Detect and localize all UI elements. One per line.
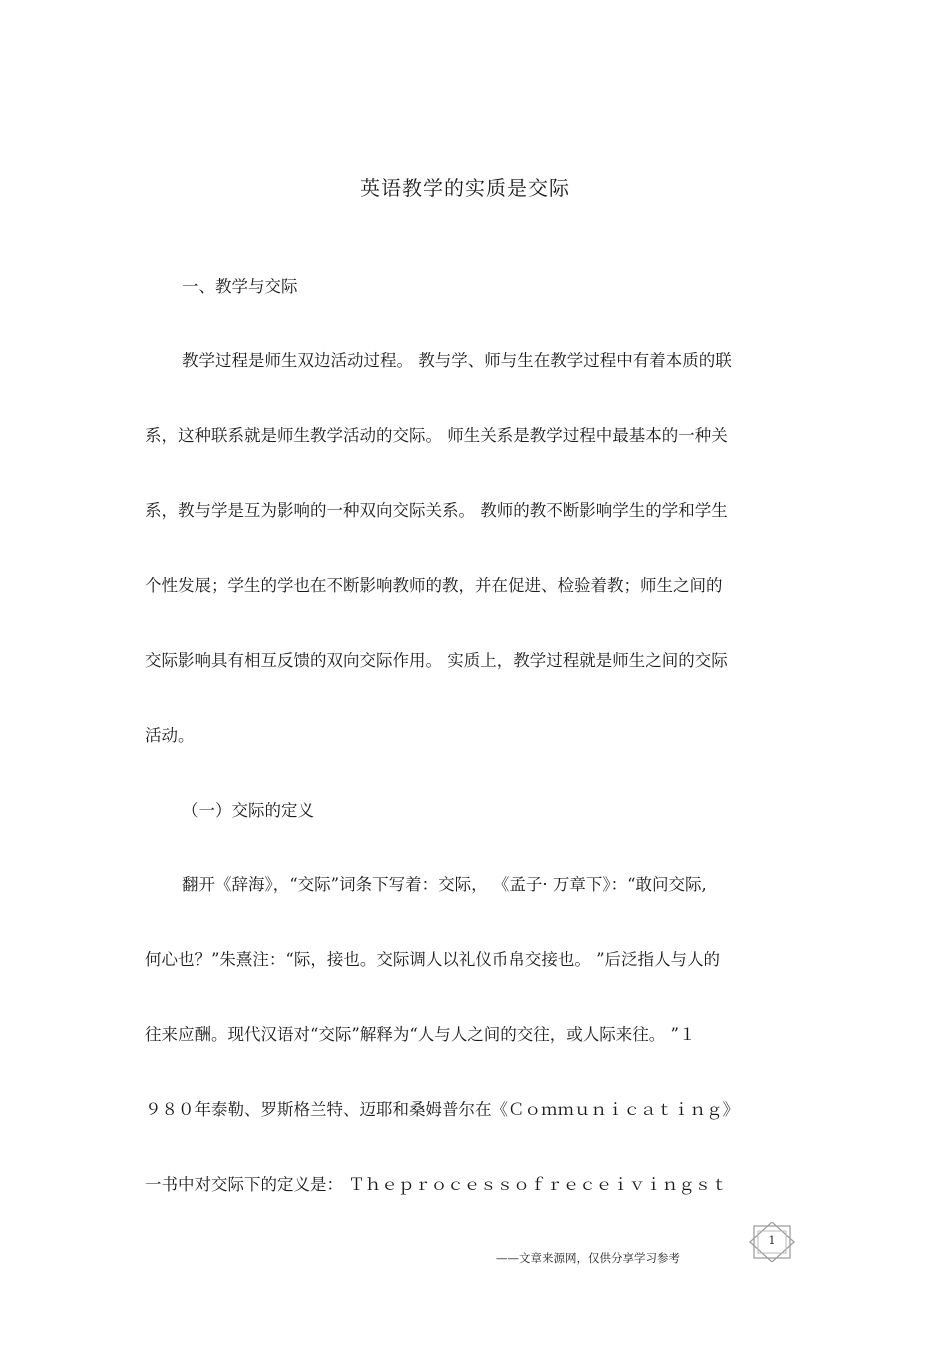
- paragraph-line: 教学过程是师生双边活动过程。 教与学、师与生在教学过程中有着本质的联: [182, 351, 732, 370]
- paragraph-line: 活动。: [145, 726, 195, 745]
- paragraph-line: 个性发展；学生的学也在不断影响教师的教，并在促进、检验着教；师生之间的: [145, 576, 723, 595]
- page-number: 1: [768, 1234, 776, 1247]
- subsection-heading: （一）交际的定义: [182, 801, 314, 820]
- footer-source-note: ——文章来源网，仅供分享学习参考: [496, 1251, 680, 1265]
- document-title: 英语教学的实质是交际: [360, 176, 570, 200]
- paragraph-line: 一书中对交际下的定义是： Ｔｈｅｐｒｏｃｅｓｓｏｆｒｅｃｅｉｖｉｎｇｓｔ: [145, 1175, 728, 1194]
- paragraph-line: 往来应酬。现代汉语对“交际”解释为“人与人之间的交往，或人际来往。 ”１: [145, 1025, 696, 1044]
- paragraph-line: ９８０年泰勒、罗斯格兰特、迈耶和桑姆普尔在《Ｃｏｍｍｕｎｉｃａｔｉｎｇ》: [145, 1100, 739, 1119]
- paragraph-line: 交际影响具有相互反馈的双向交际作用。 实质上，教学过程就是师生之间的交际: [145, 651, 728, 670]
- paragraph-line: 系，这种联系就是师生教学活动的交际。 师生关系是教学过程中最基本的一种关: [145, 426, 728, 445]
- paragraph-line: 翻开《辞海》，“交际”词条下写着：交际， 《孟子· 万章下》：“敢问交际,: [182, 875, 707, 894]
- paragraph-line: 何心也？”朱熹注：“际，接也。交际调人以礼仪币帛交接也。 ”后泛指人与人的: [145, 950, 721, 969]
- section-heading: 一、教学与交际: [182, 277, 298, 296]
- paragraph-line: 系，教与学是互为影响的一种双向交际关系。 教师的教不断影响学生的学和学生: [145, 501, 728, 520]
